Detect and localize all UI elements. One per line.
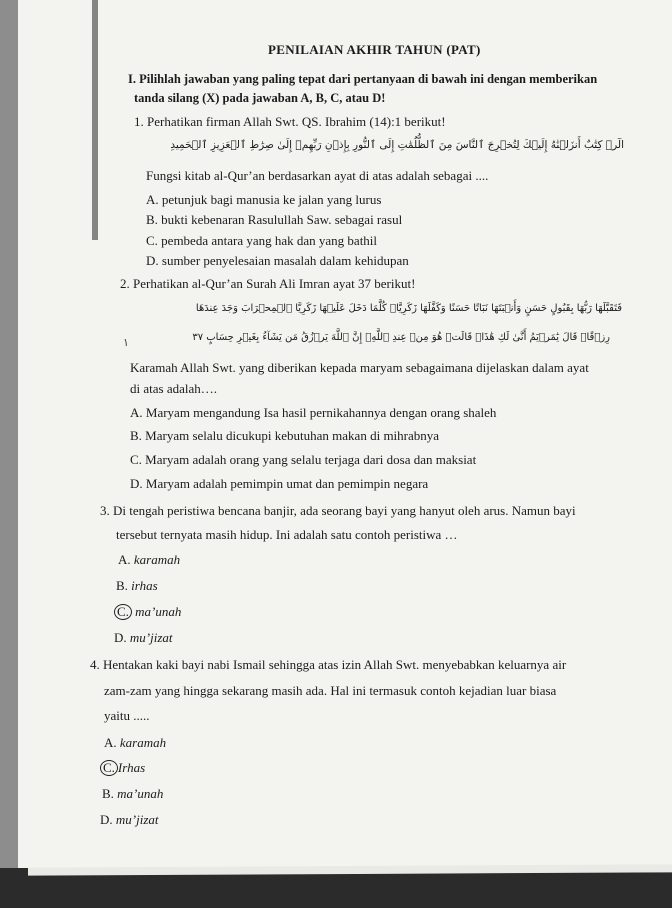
q2-arabic-line-2: رِزۡقًاۖ قَالَ يَٰمَرۡيَمُ أَنَّىٰ لَكِ هَٰذَاۖ قَالَتۡ هُوَ مِنۡ عِندِ ٱللَّهِۖ إِنَّ ٱللَّهَ يَرۡزُقُ مَن يَشَآءُ بِغَيۡرِ حِسَابٍ ٣٧ bbox=[192, 332, 610, 343]
q2-question-line-2: di atas adalah…. bbox=[130, 381, 217, 396]
answer-circle: C. bbox=[114, 604, 132, 620]
instruction-line-1: I. Pilihlah jawaban yang paling tepat dari pertanyaan di bawah ini dengan memberikan bbox=[128, 72, 598, 86]
q4-option-d: D. mu’jizat bbox=[100, 812, 159, 827]
q3-option-b: B. irhas bbox=[116, 578, 158, 593]
q1-stem: 1. Perhatikan firman Allah Swt. QS. Ibrahim (14):1 berikut! bbox=[134, 114, 446, 129]
q1-option-d: D. sumber penyelesaian masalah dalam kehidupan bbox=[146, 253, 409, 268]
q3-option-c: C. ma’unah bbox=[114, 604, 181, 620]
q3-stem-line-2: tersebut ternyata masih hidup. Ini adalah satu contoh peristiwa … bbox=[116, 527, 458, 542]
q2-option-c: C. Maryam adalah orang yang selalu terjaga dari dosa dan maksiat bbox=[130, 452, 477, 467]
q2-question-line-1: Karamah Allah Swt. yang diberikan kepada maryam sebagaimana dijelaskan dalam ayat bbox=[130, 360, 589, 375]
instruction-line-2: tanda silang (X) pada jawaban A, B, C, atau D! bbox=[134, 91, 386, 105]
q4-option-b: B. ma’unah bbox=[102, 786, 164, 801]
q3-option-d: D. mu’jizat bbox=[114, 630, 173, 645]
answer-circle: C. bbox=[100, 760, 118, 776]
q3-stem-line-1: 3. Di tengah peristiwa bencana banjir, ada seorang bayi yang hanyut oleh arus. Namun bayi bbox=[100, 503, 576, 518]
margin-mark: ١ bbox=[123, 337, 129, 349]
q1-question: Fungsi kitab al-Qur’an berdasarkan ayat di atas adalah sebagai .... bbox=[146, 168, 489, 183]
q1-arabic: الٓرۚ كِتَٰبٌ أَنزَلۡنَٰهُ إِلَيۡكَ لِتُخۡرِجَ ٱلنَّاسَ مِنَ ٱلظُّلُمَٰتِ إِلَى ٱلنُّورِ بِإِذۡنِ رَبِّهِمۡ إِلَىٰ صِرَٰطِ ٱلۡعَزِيزِ ٱلۡحَمِيدِ bbox=[170, 139, 624, 151]
q2-option-a: A. Maryam mengandung Isa hasil pernikahannya dengan orang shaleh bbox=[130, 405, 497, 420]
q3-option-a: A. karamah bbox=[118, 552, 181, 567]
q4-option-a: A. karamah bbox=[104, 735, 167, 750]
q4-stem-line-2: zam-zam yang hingga sekarang masih ada. Hal ini termasuk contoh kejadian luar biasa bbox=[104, 683, 557, 698]
page-title: PENILAIAN AKHIR TAHUN (PAT) bbox=[268, 42, 481, 57]
binding-shadow bbox=[92, 0, 98, 240]
q1-option-c: C. pembeda antara yang hak dan yang bathil bbox=[146, 233, 378, 248]
q4-stem-line-1: 4. Hentakan kaki bayi nabi Ismail sehingga atas izin Allah Swt. menyebabkan keluarnya air bbox=[90, 657, 567, 672]
q2-option-b: B. Maryam selalu dicukupi kebutuhan makan di mihrabnya bbox=[130, 428, 440, 443]
q1-option-b: B. bukti kebenaran Rasulullah Saw. sebagai rasul bbox=[146, 212, 403, 227]
q4-stem-line-3: yaitu ..... bbox=[104, 708, 150, 723]
q2-stem: 2. Perhatikan al-Qur’an Surah Ali Imran ayat 37 berikut! bbox=[120, 276, 416, 291]
q1-option-a: A. petunjuk bagi manusia ke jalan yang lurus bbox=[146, 192, 382, 207]
q4-option-c: C. Irhas bbox=[100, 760, 145, 776]
q2-arabic-line-1: فَتَقَبَّلَهَا رَبُّهَا بِقَبُولٍ حَسَنٍ وَأَنۢبَتَهَا نَبَاتًا حَسَنًا وَكَفَّلَهَا زَكَرِيَّاۖ كُلَّمَا دَخَلَ عَلَيۡهَا زَكَرِيَّا ٱلۡمِحۡرَابَ وَجَدَ عِندَهَا bbox=[195, 303, 622, 314]
q2-option-d: D. Maryam adalah pemimpin umat dan pemimpin negara bbox=[130, 476, 429, 491]
